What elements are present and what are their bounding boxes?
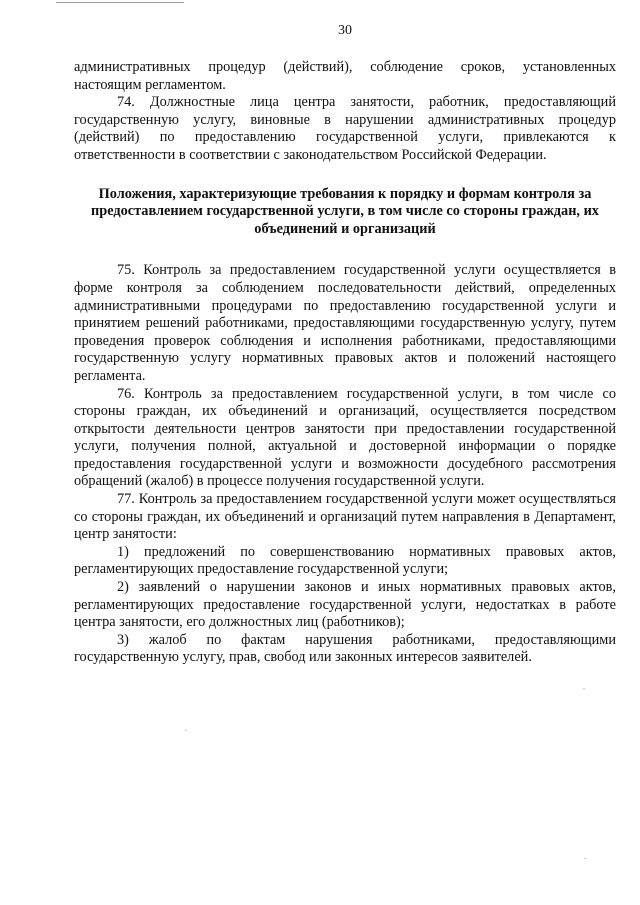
paragraph-76: 76. Контроль за предоставлением государственной услуги, в том числе со стороны граждан, их объединений и организаций, осуществляется посредством открытости деятельности центров занятости при предоставлении государственной услуги, получения полной, актуальной и достоверной информации о порядке предоставления государственной услуги и возможности досудебного рассмотрения обращений (жалоб) в процессе получения государственной услуги. bbox=[74, 385, 616, 490]
paragraphs-top bbox=[74, 59, 616, 165]
page-number: 30 bbox=[338, 23, 352, 38]
paragraphs-bottom bbox=[74, 262, 616, 667]
list-item-1: 1) предложений по совершенствованию нормативных правовых актов, регламентирующих предоставление государственной услуги; bbox=[74, 543, 616, 578]
paragraph-74: 74. Должностные лица центра занятости, работник, предоставляющий государственную услугу, виновные в нарушении административных процедур (действий) по предоставлению государственной услуги, привлекаются к ответственности в соответствии с законодательством Российской Федерации. bbox=[74, 94, 616, 163]
scan-speck bbox=[583, 688, 585, 689]
scan-speck bbox=[185, 730, 187, 731]
paragraph-75: 75. Контроль за предоставлением государственной услуги осуществляется в форме контроля за соблюдением последовательности действий, определенных административными процедурами по предоставлению государственной услуги и принятием решений работниками, предоставляющими государственную услугу, путем проведения проверок соблюдения и исполнения работниками, предоставляющими государственную услугу нормативных правовых актов и положений настоящего регламента. bbox=[74, 262, 616, 384]
scan-speck bbox=[584, 858, 586, 859]
document-page bbox=[74, 22, 616, 667]
paragraph-77: 77. Контроль за предоставлением государственной услуги может осуществляться со стороны граждан, их объединений и организаций путем направления в Департамент, центр занятости: bbox=[74, 491, 616, 543]
list-item-3: 3) жалоб по фактам нарушения работниками, предоставляющими государственную услугу, прав, свобод или законных интересов заявителей. bbox=[74, 631, 616, 666]
top-edge-rule bbox=[56, 2, 184, 3]
list-item-2: 2) заявлений о нарушении законов и иных нормативных правовых актов, регламентирующих предоставление государственной услуги, недостатках в работе центра занятости, его должностных лиц (работников); bbox=[74, 579, 616, 631]
section-heading: Положения, характеризующие требования к порядку и формам контроля за предоставлением государственной услуги, в том числе со стороны граждан, их объединений и организаций bbox=[91, 185, 599, 237]
paragraph-continuation: административных процедур (действий), соблюдение сроков, установленных настоящим регламентом. bbox=[74, 59, 616, 93]
